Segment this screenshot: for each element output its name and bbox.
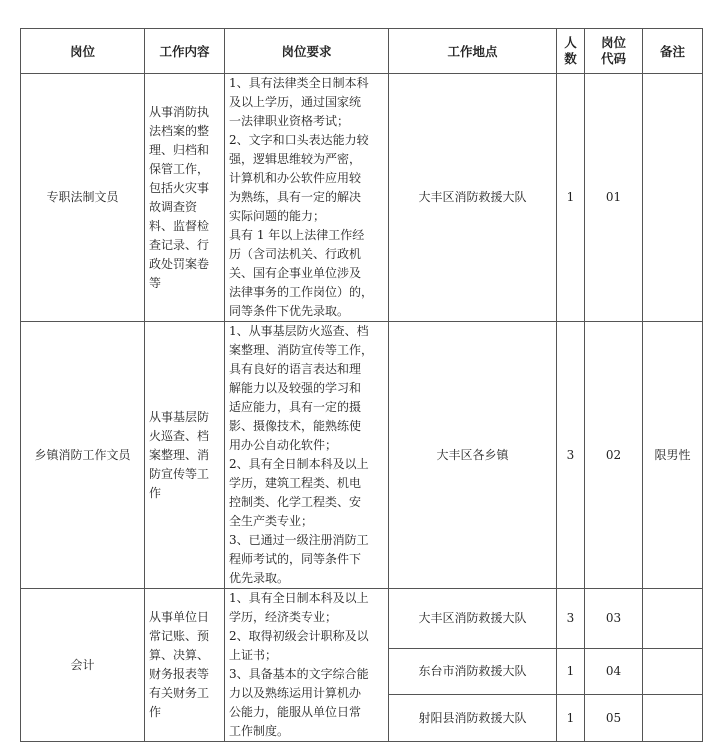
cell-line: 优先录取。 — [229, 571, 290, 585]
content-cell — [145, 589, 225, 742]
position-cell: 会计 — [21, 589, 145, 742]
code-cell: 05 — [585, 695, 643, 742]
header-position: 岗位 — [21, 29, 145, 74]
cell-line: 具有良好的语言表达和理 — [229, 362, 362, 376]
cell-line: 包括火灾事 — [149, 180, 210, 195]
cell-line: 1、具有法律类全日制本科 — [229, 76, 369, 90]
cell-line: 料、监督检 — [149, 218, 210, 233]
cell-line: 从事基层防 — [149, 409, 210, 424]
cell-line: 实际问题的能力； — [229, 209, 326, 223]
cell-line: 控制类、化学工程类、安 — [229, 495, 362, 509]
remark-cell — [643, 695, 703, 742]
cell-line: 法律事务的工作岗位）的， — [229, 285, 374, 299]
cell-line: 学历，建筑工程类、机电 — [229, 476, 362, 490]
cell-line: 具有 1 年以上法律工作经 — [229, 228, 365, 242]
cell-line: 程师考试的，同等条件下 — [229, 552, 362, 566]
table-row — [21, 589, 703, 649]
cell-line: 3、具备基本的文字综合能 — [229, 667, 369, 681]
header-row — [21, 29, 703, 74]
cell-line: 政处罚案卷 — [149, 256, 210, 271]
location-cell: 大丰区消防救援大队 — [389, 74, 557, 322]
cell-line: 3、已通过一级注册消防工 — [229, 533, 369, 547]
remark-cell — [643, 648, 703, 695]
content-cell — [145, 74, 225, 322]
cell-line: 保管工作， — [149, 161, 210, 176]
cell-line: 防宣传等工 — [149, 466, 210, 481]
location-cell: 大丰区消防救援大队 — [389, 589, 557, 649]
cell-line: 1、从事基层防火巡查、档 — [229, 324, 369, 338]
cell-line: 公能力，能服从单位日常 — [229, 705, 362, 719]
cell-line: 理、归档和 — [149, 142, 210, 157]
cell-line: 影、摄像技术，能熟练使 — [229, 419, 362, 433]
requirements-cell — [225, 589, 389, 742]
header-code-text: 岗位代码 — [600, 35, 626, 66]
count-cell: 3 — [557, 589, 585, 649]
code-cell: 02 — [585, 322, 643, 589]
cell-line: 法档案的整 — [149, 123, 210, 138]
cell-line: 工作制度。 — [229, 724, 290, 738]
cell-line: 上证书； — [229, 648, 278, 662]
cell-line: 及以上学历，通过国家统 — [229, 95, 362, 109]
cell-line: 2、具有全日制本科及以上 — [229, 457, 369, 471]
cell-line: 力以及熟练运用计算机办 — [229, 686, 362, 700]
header-count — [557, 29, 585, 74]
table-row — [21, 74, 703, 322]
content-cell — [145, 322, 225, 589]
cell-line: 2、取得初级会计职称及以 — [229, 629, 369, 643]
cell-line: 适应能力，具有一定的摄 — [229, 400, 362, 414]
position-cell: 专职法制文员 — [21, 74, 145, 322]
job-table — [20, 28, 703, 742]
requirements-cell — [225, 74, 389, 322]
cell-line: 2、文字和口头表达能力较 — [229, 133, 369, 147]
cell-line: 全生产类专业； — [229, 514, 314, 528]
remark-cell — [643, 589, 703, 649]
code-cell: 04 — [585, 648, 643, 695]
header-content: 工作内容 — [145, 29, 225, 74]
header-requirements: 岗位要求 — [225, 29, 389, 74]
table-row — [21, 322, 703, 589]
position-cell: 乡镇消防工作文员 — [21, 322, 145, 589]
header-count-text: 人数 — [564, 35, 577, 66]
code-cell: 01 — [585, 74, 643, 322]
cell-line: 火巡查、档 — [149, 428, 210, 443]
cell-line: 算、决算、 — [149, 648, 210, 662]
cell-line: 从事消防执 — [149, 104, 210, 119]
cell-line: 1、具有全日制本科及以上 — [229, 591, 369, 605]
count-cell: 1 — [557, 74, 585, 322]
count-cell: 3 — [557, 322, 585, 589]
cell-line: 有关财务工 — [149, 686, 210, 700]
count-cell: 1 — [557, 648, 585, 695]
remark-cell — [643, 74, 703, 322]
cell-line: 查记录、行 — [149, 237, 210, 252]
cell-line: 关、国有企事业单位涉及 — [229, 266, 362, 280]
header-location: 工作地点 — [389, 29, 557, 74]
cell-line: 故调查资 — [149, 199, 198, 214]
cell-line: 财务报表等 — [149, 667, 210, 681]
count-cell: 1 — [557, 695, 585, 742]
cell-line: 同等条件下优先录取。 — [229, 304, 350, 318]
cell-line: 常记账、预 — [149, 629, 210, 643]
code-cell: 03 — [585, 589, 643, 649]
cell-line: 强，逻辑思维较为严密， — [229, 152, 362, 166]
location-cell: 东台市消防救援大队 — [389, 648, 557, 695]
cell-line: 案整理、消防宣传等工作， — [229, 343, 374, 357]
cell-line: 学历，经济类专业； — [229, 610, 338, 624]
cell-line: 案整理、消 — [149, 447, 210, 462]
requirements-cell — [225, 322, 389, 589]
cell-line: 作 — [149, 485, 162, 500]
location-cell: 射阳县消防救援大队 — [389, 695, 557, 742]
cell-line: 解能力以及较强的学习和 — [229, 381, 362, 395]
cell-line: 等 — [149, 275, 162, 290]
cell-line: 历（含司法机关、行政机 — [229, 247, 362, 261]
header-remark: 备注 — [643, 29, 703, 74]
location-cell: 大丰区各乡镇 — [389, 322, 557, 589]
cell-line: 从事单位日 — [149, 610, 210, 624]
cell-line: 为熟练，具有一定的解决 — [229, 190, 362, 204]
cell-line: 一法律职业资格考试； — [229, 114, 350, 128]
cell-line: 用办公自动化软件； — [229, 438, 338, 452]
cell-line: 计算机和办公软件应用较 — [229, 171, 362, 185]
remark-cell: 限男性 — [643, 322, 703, 589]
cell-line: 作 — [149, 705, 162, 719]
header-code — [585, 29, 643, 74]
